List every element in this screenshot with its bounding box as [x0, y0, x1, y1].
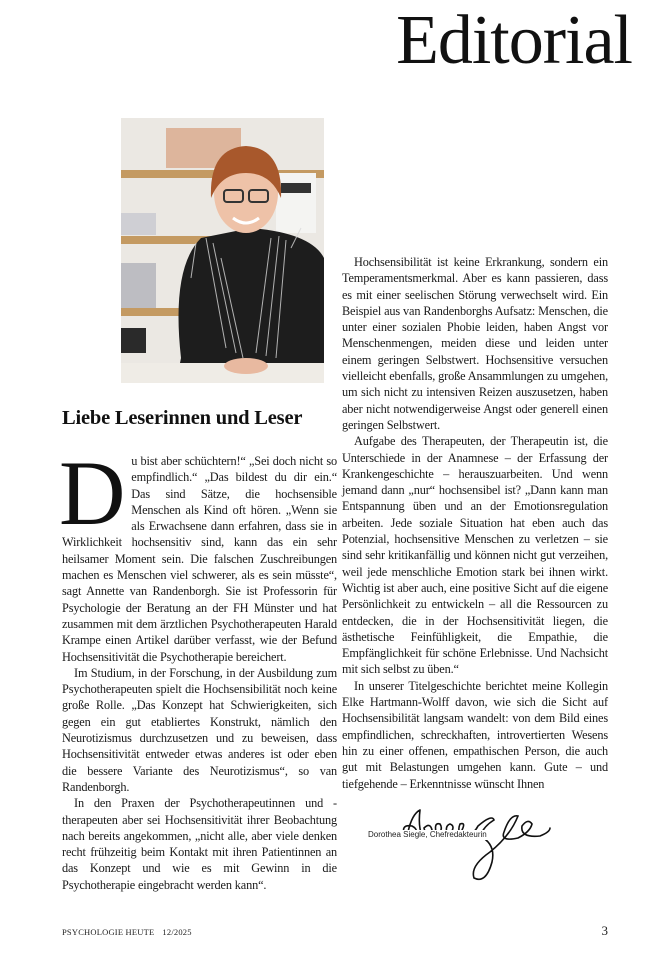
paragraph: Im Studium, in der Forschung, in der Ausbildung zum Psychotherapeuten spielt die Hochsensibilität noch keine große Rolle. „Das Konzept hat Schwierigkeiten, sich gegen ein gut etabliertes Konstrukt, nämlich den Neurotizismus durchzusetzen und zu beweisen, dass Hochsensitivität entweder etwas anderes ist oder eben die bessere Variante des Neurotizismus“, so van Randenborgh.	[62, 665, 337, 794]
drop-cap: D	[59, 442, 126, 544]
article-heading: Liebe Leserinnen und Leser	[62, 407, 303, 429]
paragraph: Hochsensibilität ist keine Erkrankung, sondern ein Temperamentsmerkmal. Aber es kann passieren, dass es mit einer seelischen Störung verwechselt wird. Ein Beispiel aus van Randenborghs Aufsatz: Menschen, die unter einer sozialen Phobie leiden, haben Angst vor Menschenmengen, meiden diese und leiden unter einem geringen Selbstwert. Hochsensitive versuchen vielleicht ebenfalls, große Ansammlungen zu umgehen, um sich nicht zu intensiven Reizen auszusetzen, haben aber nicht notwendigerweise Angst oder generell einen geringen Selbstwert.	[342, 255, 608, 432]
footer-publication	[62, 927, 192, 937]
article-left-column	[59, 442, 337, 893]
issue-number: 12/2025	[162, 927, 192, 938]
page-title: Editorial	[396, 2, 632, 79]
signature-block	[342, 806, 608, 892]
page-footer	[62, 923, 608, 959]
article-grid	[59, 118, 608, 893]
paragraph: In unserer Titelgeschichte berichtet meine Kollegin Elke Hartmann-Wolff davon, wie sich die Sicht auf Hochsensibilität langsam wandelt: von dem Bild eines empfindlichen, schreckhaften, introvertierten Wesens hin zu einer offenen, empathischen Person, die auch gut mit Belastungen umgehen kann. Gute – und tiefgehende – Erkenntnisse wünscht Ihnen	[342, 678, 608, 791]
paragraph: Aufgabe des Therapeuten, der Therapeutin ist, die Unterschiede in der Anamnese – der Erfassung der Krankengeschichte – herauszuarbeiten. Und wenn jemand dann „nur“ hochsensibel ist? „Dann kann man Entspannung üben und an der Emotionsregulation arbeiten. Jede soziale Situation hat eben auch das Potenzial, hochsensitive Menschen zu verletzen – sie sind sehr kritikanfällig und können nicht gut verzeihen, weil jede menschliche Emotion stark bei ihnen wirkt. Wichtig ist aber auch, eine positive Sicht auf die eigene Persönlichkeit zu entwickeln – all die Ressourcen zu entdecken, die in der Hochsensitivität liegen, die ästhetische Feinfühligkeit, die Empathie, die Empfänglichkeit für schöne Erlebnisse. Und Nachsicht mit sich selbst zu üben.“	[342, 434, 608, 677]
author-photo	[121, 118, 324, 383]
right-column-wrapper	[342, 118, 608, 893]
signature-caption: Dorothea Siegle, Chefredakteurin	[368, 829, 487, 839]
article-right-column	[342, 254, 608, 792]
page-number: 3	[601, 923, 608, 939]
left-column-wrapper	[59, 118, 337, 893]
paragraph	[59, 442, 337, 665]
paragraph: In den Praxen der Psychotherapeutinnen und -therapeuten aber sei Hochsensitivität ihrer Beobachtung nach bereits angekommen, „nicht alle, aber viele denken recht frühzeitig beim Kontakt mit ihren Patientinnen an das Konzept und wie es mit Gewinn in die Psychotherapie eingebracht werden kann“.	[62, 796, 337, 892]
paragraph-text: u bist aber schüchtern!“ „Sei doch nicht so empfindlich.“ „Das bildest du dir ein.“ Das sind Sätze, die hochsensible Menschen als Kind oft hören. „Wenn sie als Erwachsene dann erfahren, dass sie in Wirklichkeit hochsensitiv sind, kann das ein sehr heilsamer Moment sein. Die falschen Zuschreibungen machen es Menschen viel schwerer, als es sein müsste“, sagt Annette van Randenborgh. Sie ist Professorin für Psychologie der Beratung an der FH Münster und hat zusammen mit dem ärztlichen Psychotherapeuten Harald Krampe einen Artikel darüber verfasst, wie der Befund Hochsensitivität die Psychotherapie bereichert.	[62, 454, 337, 664]
handwritten-signature	[400, 806, 560, 886]
magazine-name: PSYCHOLOGIE HEUTE	[62, 927, 155, 938]
